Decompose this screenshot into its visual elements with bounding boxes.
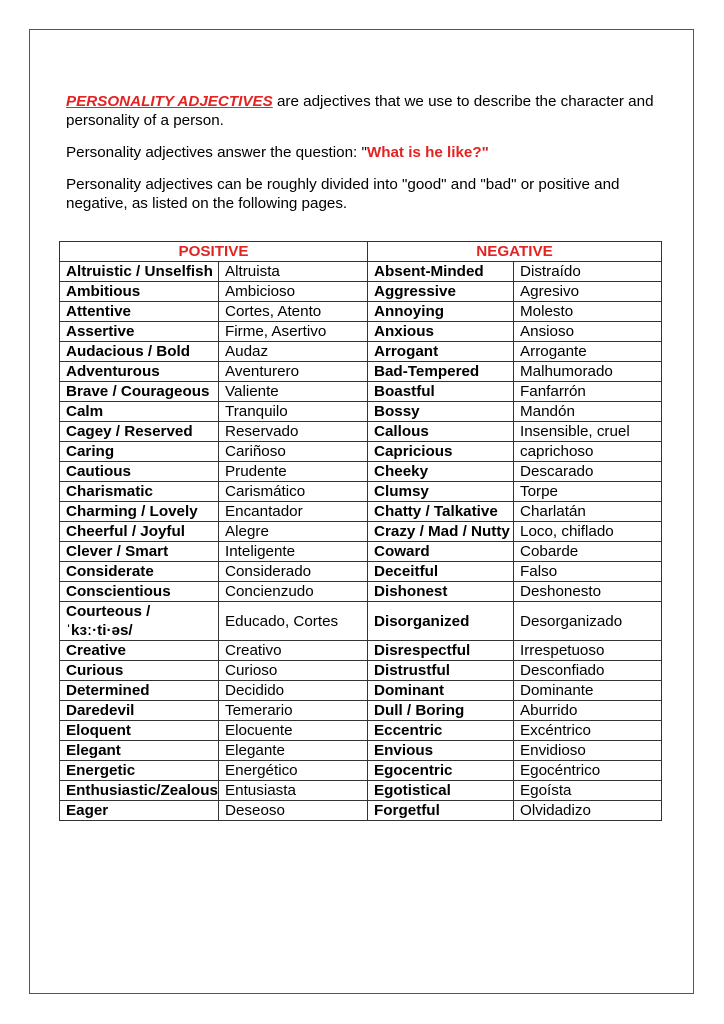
negative-translation: Irrespetuoso bbox=[514, 641, 662, 661]
negative-translation: Descarado bbox=[514, 462, 662, 482]
negative-adjective: Dull / Boring bbox=[368, 701, 514, 721]
negative-adjective: Eccentric bbox=[368, 721, 514, 741]
intro-paragraph-2 bbox=[66, 143, 666, 162]
negative-translation: Torpe bbox=[514, 482, 662, 502]
negative-adjective: Chatty / Talkative bbox=[368, 502, 514, 522]
positive-adjective: Adventurous bbox=[60, 362, 219, 382]
negative-adjective: Egocentric bbox=[368, 761, 514, 781]
negative-translation: Dominante bbox=[514, 681, 662, 701]
intro-question-lead: Personality adjectives answer the question: " bbox=[66, 144, 367, 161]
positive-adjective: Charismatic bbox=[60, 482, 219, 502]
table-row bbox=[60, 641, 662, 661]
positive-adjective: Conscientious bbox=[60, 582, 219, 602]
positive-adjective: Charming / Lovely bbox=[60, 502, 219, 522]
negative-translation: Charlatán bbox=[514, 502, 662, 522]
negative-adjective: Disrespectful bbox=[368, 641, 514, 661]
negative-adjective: Absent-Minded bbox=[368, 262, 514, 282]
positive-translation: Carismático bbox=[219, 482, 368, 502]
positive-adjective: Courteous / ˈkɜː·ti·əs/ bbox=[60, 602, 219, 641]
positive-adjective: Attentive bbox=[60, 302, 219, 322]
positive-translation: Energético bbox=[219, 761, 368, 781]
positive-adjective: Cagey / Reserved bbox=[60, 422, 219, 442]
table-row bbox=[60, 781, 662, 801]
intro-question: What is he like?" bbox=[366, 144, 489, 161]
negative-translation: Deshonesto bbox=[514, 582, 662, 602]
negative-translation: Desorganizado bbox=[514, 602, 662, 641]
positive-translation: Encantador bbox=[219, 502, 368, 522]
negative-translation: Malhumorado bbox=[514, 362, 662, 382]
positive-translation: Inteligente bbox=[219, 542, 368, 562]
negative-adjective: Deceitful bbox=[368, 562, 514, 582]
negative-adjective: Coward bbox=[368, 542, 514, 562]
negative-translation: Egocéntrico bbox=[514, 761, 662, 781]
negative-adjective: Boastful bbox=[368, 382, 514, 402]
positive-adjective: Curious bbox=[60, 661, 219, 681]
negative-translation: Arrogante bbox=[514, 342, 662, 362]
positive-adjective: Daredevil bbox=[60, 701, 219, 721]
intro-paragraph-1 bbox=[66, 92, 666, 130]
adjectives-table bbox=[59, 241, 662, 821]
table-row bbox=[60, 661, 662, 681]
positive-translation: Valiente bbox=[219, 382, 368, 402]
table-row bbox=[60, 681, 662, 701]
negative-translation: Loco, chiflado bbox=[514, 522, 662, 542]
negative-translation: Envidioso bbox=[514, 741, 662, 761]
table-row bbox=[60, 322, 662, 342]
negative-adjective: Bad-Tempered bbox=[368, 362, 514, 382]
positive-adjective: Brave / Courageous bbox=[60, 382, 219, 402]
table-header-row bbox=[60, 242, 662, 262]
table-row bbox=[60, 382, 662, 402]
negative-translation: Distraído bbox=[514, 262, 662, 282]
negative-adjective: Callous bbox=[368, 422, 514, 442]
positive-adjective: Energetic bbox=[60, 761, 219, 781]
table-row bbox=[60, 562, 662, 582]
negative-translation: Fanfarrón bbox=[514, 382, 662, 402]
table-row bbox=[60, 801, 662, 821]
table-row bbox=[60, 462, 662, 482]
negative-translation: Egoísta bbox=[514, 781, 662, 801]
negative-translation: Aburrido bbox=[514, 701, 662, 721]
negative-adjective: Anxious bbox=[368, 322, 514, 342]
table-row bbox=[60, 302, 662, 322]
positive-translation: Deseoso bbox=[219, 801, 368, 821]
positive-translation: Entusiasta bbox=[219, 781, 368, 801]
positive-translation: Altruista bbox=[219, 262, 368, 282]
negative-translation: Mandón bbox=[514, 402, 662, 422]
positive-translation: Elegante bbox=[219, 741, 368, 761]
positive-translation: Decidido bbox=[219, 681, 368, 701]
table-row bbox=[60, 422, 662, 442]
positive-translation: Tranquilo bbox=[219, 402, 368, 422]
positive-adjective: Altruistic / Unselfish bbox=[60, 262, 219, 282]
table-row bbox=[60, 482, 662, 502]
positive-translation: Considerado bbox=[219, 562, 368, 582]
table-row bbox=[60, 362, 662, 382]
negative-adjective: Arrogant bbox=[368, 342, 514, 362]
table-row bbox=[60, 442, 662, 462]
positive-translation: Ambicioso bbox=[219, 282, 368, 302]
positive-translation: Aventurero bbox=[219, 362, 368, 382]
negative-translation: Agresivo bbox=[514, 282, 662, 302]
table-row bbox=[60, 602, 662, 641]
negative-translation: Molesto bbox=[514, 302, 662, 322]
table-row bbox=[60, 741, 662, 761]
positive-translation: Prudente bbox=[219, 462, 368, 482]
positive-adjective: Elegant bbox=[60, 741, 219, 761]
table-row bbox=[60, 761, 662, 781]
negative-adjective: Dishonest bbox=[368, 582, 514, 602]
table-row bbox=[60, 402, 662, 422]
negative-adjective: Cheeky bbox=[368, 462, 514, 482]
positive-adjective: Eager bbox=[60, 801, 219, 821]
negative-adjective: Envious bbox=[368, 741, 514, 761]
intro-section bbox=[66, 92, 666, 226]
positive-translation: Audaz bbox=[219, 342, 368, 362]
negative-translation: Falso bbox=[514, 562, 662, 582]
negative-translation: Cobarde bbox=[514, 542, 662, 562]
negative-translation: Desconfiado bbox=[514, 661, 662, 681]
table-row bbox=[60, 582, 662, 602]
positive-translation: Reservado bbox=[219, 422, 368, 442]
table-row bbox=[60, 282, 662, 302]
positive-translation: Temerario bbox=[219, 701, 368, 721]
negative-adjective: Egotistical bbox=[368, 781, 514, 801]
intro-paragraph-3: Personality adjectives can be roughly divided into "good" and "bad" or positive and negative, as listed on the following pages. bbox=[66, 176, 620, 212]
negative-translation: Olvidadizo bbox=[514, 801, 662, 821]
negative-adjective: Dominant bbox=[368, 681, 514, 701]
positive-translation: Concienzudo bbox=[219, 582, 368, 602]
intro-definition: are adjectives that we use to describe the character and personality of a person. bbox=[66, 93, 654, 129]
positive-adjective: Clever / Smart bbox=[60, 542, 219, 562]
positive-adjective: Caring bbox=[60, 442, 219, 462]
negative-translation: Insensible, cruel bbox=[514, 422, 662, 442]
positive-adjective: Enthusiastic/Zealous bbox=[60, 781, 219, 801]
negative-translation: caprichoso bbox=[514, 442, 662, 462]
table-row bbox=[60, 701, 662, 721]
table-row bbox=[60, 721, 662, 741]
positive-translation: Creativo bbox=[219, 641, 368, 661]
positive-translation: Curioso bbox=[219, 661, 368, 681]
positive-translation: Alegre bbox=[219, 522, 368, 542]
negative-adjective: Distrustful bbox=[368, 661, 514, 681]
table-row bbox=[60, 522, 662, 542]
negative-adjective: Bossy bbox=[368, 402, 514, 422]
positive-translation: Elocuente bbox=[219, 721, 368, 741]
positive-translation: Cortes, Atento bbox=[219, 302, 368, 322]
positive-adjective: Audacious / Bold bbox=[60, 342, 219, 362]
positive-adjective: Assertive bbox=[60, 322, 219, 342]
negative-adjective: Forgetful bbox=[368, 801, 514, 821]
negative-adjective: Capricious bbox=[368, 442, 514, 462]
table-row bbox=[60, 342, 662, 362]
negative-adjective: Aggressive bbox=[368, 282, 514, 302]
positive-translation: Cariñoso bbox=[219, 442, 368, 462]
table-row bbox=[60, 262, 662, 282]
negative-header: NEGATIVE bbox=[368, 242, 662, 262]
positive-adjective: Creative bbox=[60, 641, 219, 661]
positive-adjective: Eloquent bbox=[60, 721, 219, 741]
table-body bbox=[60, 262, 662, 821]
positive-adjective: Ambitious bbox=[60, 282, 219, 302]
positive-adjective: Cheerful / Joyful bbox=[60, 522, 219, 542]
negative-adjective: Crazy / Mad / Nutty bbox=[368, 522, 514, 542]
positive-translation: Firme, Asertivo bbox=[219, 322, 368, 342]
negative-translation: Ansioso bbox=[514, 322, 662, 342]
table-row bbox=[60, 542, 662, 562]
negative-adjective: Clumsy bbox=[368, 482, 514, 502]
negative-adjective: Disorganized bbox=[368, 602, 514, 641]
positive-adjective: Considerate bbox=[60, 562, 219, 582]
negative-adjective: Annoying bbox=[368, 302, 514, 322]
intro-title: PERSONALITY ADJECTIVES bbox=[66, 93, 273, 110]
positive-adjective: Cautious bbox=[60, 462, 219, 482]
positive-translation: Educado, Cortes bbox=[219, 602, 368, 641]
positive-adjective: Determined bbox=[60, 681, 219, 701]
table-row bbox=[60, 502, 662, 522]
negative-translation: Excéntrico bbox=[514, 721, 662, 741]
positive-header: POSITIVE bbox=[60, 242, 368, 262]
positive-adjective: Calm bbox=[60, 402, 219, 422]
